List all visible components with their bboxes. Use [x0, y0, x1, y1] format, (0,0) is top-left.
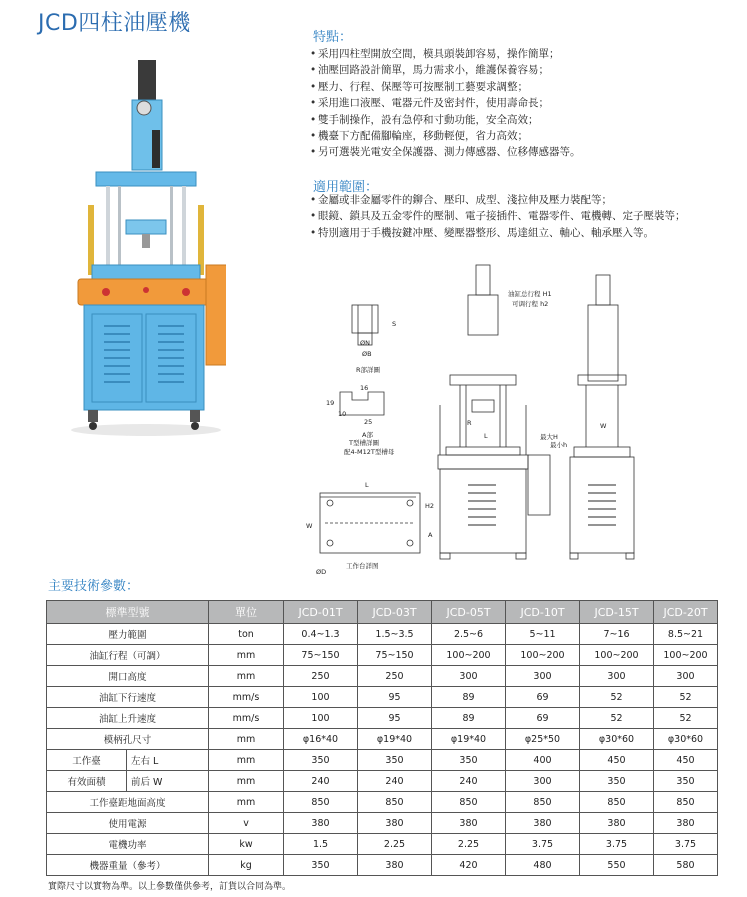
- spec-body: [47, 601, 718, 876]
- spec-value: 850: [358, 792, 432, 813]
- spec-value: 240: [358, 771, 432, 792]
- spec-row-label: 油缸下行速度: [47, 687, 209, 708]
- spec-value: 350: [654, 771, 718, 792]
- spec-row: [47, 813, 718, 834]
- spec-heading: 主要技術參數：: [48, 579, 140, 594]
- spec-row-label: 機器重量（參考）: [47, 855, 209, 876]
- drawing-label: L: [365, 481, 369, 489]
- spec-value: 240: [432, 771, 506, 792]
- spec-col-header: JCD-15T: [580, 601, 654, 624]
- spec-row-label: 壓力範圍: [47, 624, 209, 645]
- spec-col-header: JCD-10T: [506, 601, 580, 624]
- spec-value: 300: [432, 666, 506, 687]
- spec-row-sub: 左右 L: [127, 750, 209, 771]
- spec-col-header: JCD-05T: [432, 601, 506, 624]
- spec-value: φ16*40: [284, 729, 358, 750]
- features-item: • 采用四柱型開放空間，模具頭裝卸容易，操作簡單；: [310, 46, 730, 62]
- spec-row: [47, 855, 718, 876]
- spec-row: [47, 792, 718, 813]
- spec-value: 8.5~21: [654, 624, 718, 645]
- spec-value: 300: [654, 666, 718, 687]
- spec-value: 400: [506, 750, 580, 771]
- spec-value: 350: [580, 771, 654, 792]
- spec-value: 1.5~3.5: [358, 624, 432, 645]
- spec-value: 75~150: [358, 645, 432, 666]
- spec-value: 2.25: [358, 834, 432, 855]
- spec-row-label: 電機功率: [47, 834, 209, 855]
- spec-unit: mm: [209, 771, 284, 792]
- spec-value: φ19*40: [358, 729, 432, 750]
- features-item: • 雙手制操作，設有急停和寸動功能，安全高效；: [310, 112, 730, 128]
- spec-value: 2.5~6: [432, 624, 506, 645]
- drawing-label: 油缸总行程 H1: [508, 290, 552, 298]
- spec-row-group: 有效面積: [47, 771, 127, 792]
- spec-col-header: JCD-03T: [358, 601, 432, 624]
- drawing-label: R部詳圖: [356, 366, 381, 374]
- spec-col-header: 標準型號: [47, 601, 209, 624]
- spec-value: 380: [506, 813, 580, 834]
- spec-value: 69: [506, 687, 580, 708]
- spec-unit: mm: [209, 729, 284, 750]
- drawing-label: S: [392, 320, 397, 328]
- spec-value: 580: [654, 855, 718, 876]
- spec-value: 2.25: [432, 834, 506, 855]
- drawing-label: W: [600, 422, 607, 430]
- spec-row: [47, 645, 718, 666]
- spec-value: 1.5: [284, 834, 358, 855]
- spec-col-header: JCD-20T: [654, 601, 718, 624]
- spec-value: 450: [580, 750, 654, 771]
- features-list: [310, 46, 730, 161]
- features-item: • 另可選裝光電安全保護器、測力傳感器、位移傳感器等。: [310, 144, 730, 160]
- drawing-label: T型槽詳圖: [349, 439, 379, 447]
- features-item: • 油壓回路設計簡單，馬力需求小，維護保養容易；: [310, 62, 730, 78]
- spec-value: 250: [358, 666, 432, 687]
- spec-header-row: [47, 601, 718, 624]
- drawing-label: 25: [364, 418, 373, 426]
- spec-value: 7~16: [580, 624, 654, 645]
- spec-value: 380: [432, 813, 506, 834]
- spec-value: 480: [506, 855, 580, 876]
- drawing-label: R: [467, 419, 472, 427]
- spec-value: 89: [432, 687, 506, 708]
- spec-unit: ton: [209, 624, 284, 645]
- spec-row: [47, 729, 718, 750]
- spec-value: 0.4~1.3: [284, 624, 358, 645]
- spec-value: 450: [654, 750, 718, 771]
- applications-item: • 金屬或非金屬零件的鉚合、壓印、成型、淺拉伸及壓力裝配等；: [310, 192, 730, 208]
- spec-value: 850: [654, 792, 718, 813]
- spec-row: [47, 687, 718, 708]
- spec-row: [47, 834, 718, 855]
- applications-item: • 特別適用于手機按鍵冲壓、變壓器整形、馬達組立、軸心、軸承壓入等。: [310, 225, 730, 241]
- drawing-label: A部: [362, 431, 373, 439]
- spec-row-sub: 前后 W: [127, 771, 209, 792]
- applications-item: • 眼鏡、鎖具及五金零件的壓制、電子接插件、電器零件、電機轉、定子壓裝等；: [310, 208, 730, 224]
- spec-value: φ30*60: [654, 729, 718, 750]
- spec-unit: v: [209, 813, 284, 834]
- spec-value: 100: [284, 708, 358, 729]
- drawing-label: W: [306, 522, 313, 530]
- spec-value: 380: [284, 813, 358, 834]
- spec-row: [47, 771, 718, 792]
- features-item: • 壓力、行程、保壓等可按壓制工藝要求調整；: [310, 79, 730, 95]
- drawing-label: ØD: [316, 568, 327, 576]
- spec-row: [47, 750, 718, 771]
- spec-row-label: 油缸行程（可調）: [47, 645, 209, 666]
- spec-value: 52: [654, 687, 718, 708]
- spec-col-header: 單位: [209, 601, 284, 624]
- spec-value: 850: [580, 792, 654, 813]
- spec-col-header: JCD-01T: [284, 601, 358, 624]
- spec-row-label: 模柄孔尺寸: [47, 729, 209, 750]
- spec-value: 52: [580, 687, 654, 708]
- applications-heading: 適用範圍：: [313, 180, 379, 195]
- spec-value: 3.75: [506, 834, 580, 855]
- spec-value: 380: [654, 813, 718, 834]
- spec-value: φ25*50: [506, 729, 580, 750]
- applications-list: [310, 192, 730, 241]
- drawing-label: 19: [326, 399, 335, 407]
- spec-value: 5~11: [506, 624, 580, 645]
- drawing-label: 16: [360, 384, 369, 392]
- spec-table: [46, 600, 718, 876]
- spec-value: 420: [432, 855, 506, 876]
- spec-unit: mm/s: [209, 687, 284, 708]
- footnote: 實際尺寸以實物為準。以上參數僅供參考，訂貨以合同為準。: [48, 882, 292, 892]
- drawing-label: H2: [425, 502, 435, 510]
- spec-value: 550: [580, 855, 654, 876]
- spec-value: 75~150: [284, 645, 358, 666]
- spec-value: 350: [358, 750, 432, 771]
- drawing-label: A: [428, 531, 433, 539]
- spec-value: 3.75: [654, 834, 718, 855]
- spec-value: 100~200: [432, 645, 506, 666]
- page-title: JCD四柱油壓機: [38, 11, 191, 36]
- drawing-label: 工作台詳图: [346, 562, 379, 570]
- spec-value: 52: [580, 708, 654, 729]
- drawing-label: ØB: [362, 350, 372, 358]
- spec-value: 350: [284, 855, 358, 876]
- spec-value: 100~200: [506, 645, 580, 666]
- spec-unit: mm: [209, 792, 284, 813]
- spec-value: 380: [580, 813, 654, 834]
- spec-value: 240: [284, 771, 358, 792]
- spec-value: 100~200: [654, 645, 718, 666]
- spec-value: 380: [358, 855, 432, 876]
- drawing-label: ØN: [360, 339, 370, 347]
- spec-value: 350: [284, 750, 358, 771]
- spec-unit: mm: [209, 750, 284, 771]
- spec-value: 300: [580, 666, 654, 687]
- spec-value: 850: [506, 792, 580, 813]
- machine-photo: [66, 60, 226, 440]
- drawing-label: 可调行程 h2: [512, 300, 549, 308]
- spec-row-group: 工作臺: [47, 750, 127, 771]
- features-item: • 機臺下方配備腳輪座，移動輕便，省力高效；: [310, 128, 730, 144]
- spec-unit: mm/s: [209, 708, 284, 729]
- spec-value: 850: [284, 792, 358, 813]
- spec-value: 89: [432, 708, 506, 729]
- spec-row: [47, 624, 718, 645]
- spec-value: 95: [358, 708, 432, 729]
- spec-value: 300: [506, 771, 580, 792]
- spec-unit: mm: [209, 666, 284, 687]
- drawing-label: 最大H: [540, 433, 558, 441]
- spec-value: 69: [506, 708, 580, 729]
- spec-value: 850: [432, 792, 506, 813]
- spec-unit: kg: [209, 855, 284, 876]
- spec-row-label: 使用電源: [47, 813, 209, 834]
- spec-value: φ19*40: [432, 729, 506, 750]
- spec-value: 3.75: [580, 834, 654, 855]
- spec-row-label: 油缸上升速度: [47, 708, 209, 729]
- spec-value: 300: [506, 666, 580, 687]
- spec-value: 100: [284, 687, 358, 708]
- features-item: • 采用進口液壓、電器元件及密封件，使用壽命長；: [310, 95, 730, 111]
- spec-value: φ30*60: [580, 729, 654, 750]
- spec-value: 350: [432, 750, 506, 771]
- spec-unit: kw: [209, 834, 284, 855]
- spec-value: 52: [654, 708, 718, 729]
- spec-unit: mm: [209, 645, 284, 666]
- features-heading: 特點：: [313, 30, 353, 45]
- spec-value: 100~200: [580, 645, 654, 666]
- spec-value: 95: [358, 687, 432, 708]
- spec-value: 380: [358, 813, 432, 834]
- drawing-label: L: [484, 432, 488, 440]
- spec-value: 250: [284, 666, 358, 687]
- drawing-label: 配4-M12T型槽母: [344, 448, 395, 456]
- spec-row: [47, 708, 718, 729]
- spec-row-label: 工作臺距地面高度: [47, 792, 209, 813]
- spec-row: [47, 666, 718, 687]
- drawing-label: 10: [338, 410, 347, 418]
- spec-row-label: 開口高度: [47, 666, 209, 687]
- drawing-label: 最小h: [550, 441, 568, 449]
